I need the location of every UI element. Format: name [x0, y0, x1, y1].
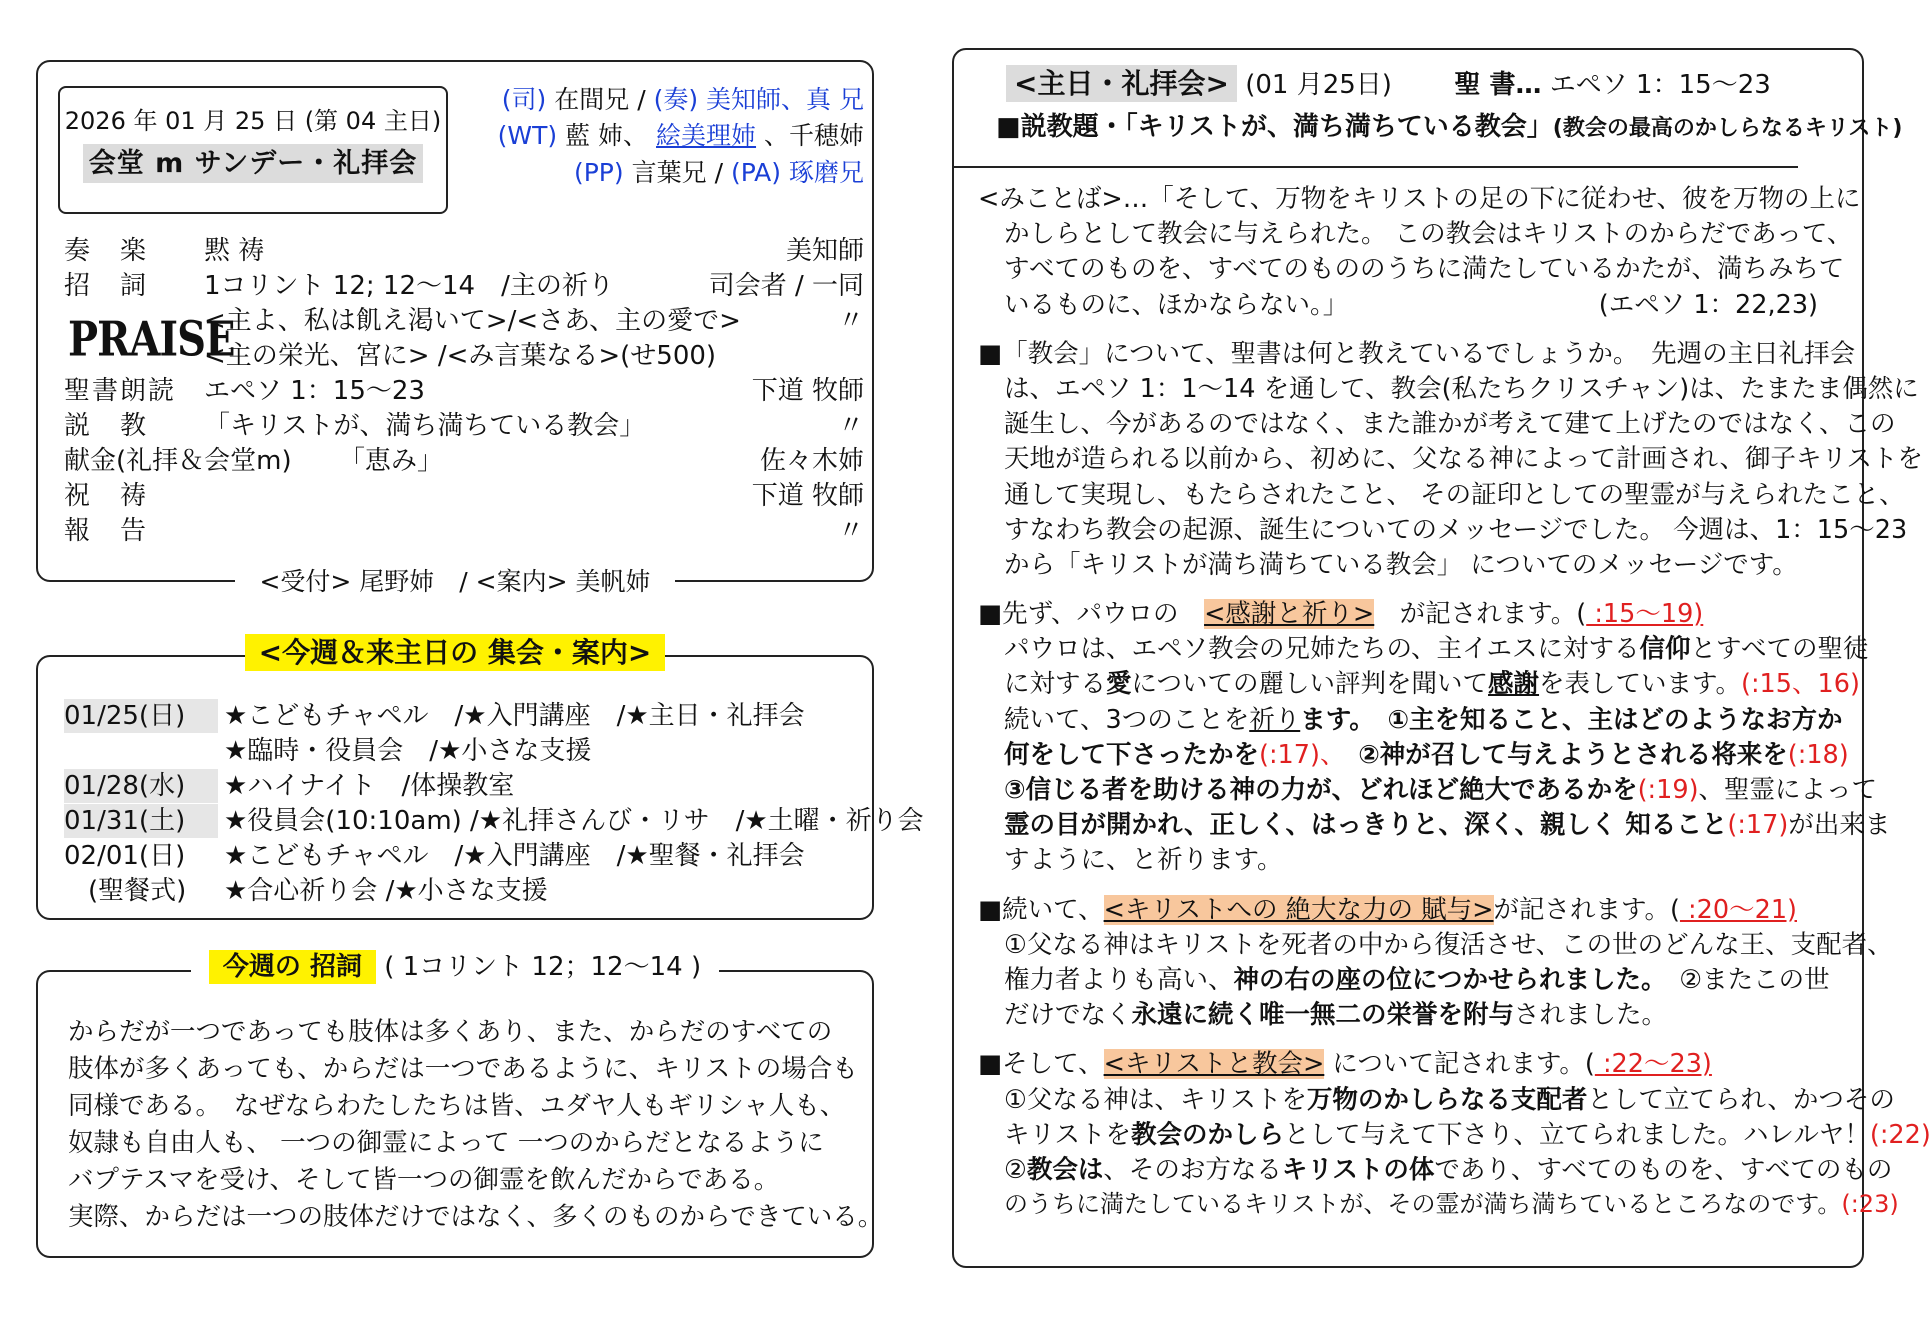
event-row: 01/28(水) ★ハイナイト /体操教室	[64, 769, 864, 804]
order-row: 招 詞 1コリント 12; 12〜14 /主の祈り 司会者 / 一同	[64, 271, 864, 301]
paragraph-power: ■続いて、<キリストへの 絶大な力の 賦与>が記されます。( :20〜21) ①父なる神はキリストを死者の中から復活させ、この世のどんな王、支配者、 権力者よりも高い、神の右の座の位につかせられました。 ②またこの世 だけでなく永遠に続く唯一無二の栄誉を附与されました。	[978, 894, 1893, 1031]
order-row: 献金(礼拝＆会堂m) 「恵み」 佐々木姉	[64, 446, 864, 476]
sermon-header: <主日・礼拝会> (01 月25日) 聖 書… エペソ 1：15〜23	[1006, 66, 1771, 103]
paragraph-intro: ■「教会」について、聖書は何と教えているでしょうか。 先週の主日礼拝会 は、エペソ 1：1〜14 を通して、教会(私たちクリスチャン)は、たまたま偶然に 誕生し、今があるのではなく、また誰かが考えて建て上げたのではなく、この 天地が造られる以前から、初めに、父なる神によって計画され、御子キリストを 通して実現し、もたらされたこと、 その証印としての聖霊が与えられたこと、 すなわち教会の起源、誕生についてのメッセージでした。 今週は、1：15〜23 から「キリストが満ち満ちている教会」 についてのメッセージです。	[978, 338, 1924, 580]
order-row: 報 告 〃	[64, 516, 864, 546]
event-row: (聖餐式) ★合心祈り会 /★小さな支援	[88, 876, 548, 906]
call-title: 今週の 招詞 ( 1コリント 12；12〜14 )	[38, 950, 872, 984]
order-row: 祝 祷 下道 牧師	[64, 481, 864, 511]
reception-line: <受付> 尾野姉 / <案内> 美帆姉	[38, 565, 872, 598]
call-to-worship-box	[36, 952, 884, 1258]
staff-line-2: (WT) 藍 姉、 絵美理姉 、千穂姉	[497, 121, 864, 151]
sermon-box	[952, 48, 1931, 1268]
order-row: <主よ、私は飢え渇いて>/<さあ、主の愛で> 〃	[204, 306, 864, 336]
scripture-quote: <みことば>…「そして、万物をキリストの足の下に従わせ、彼を万物の上に かしらとして教会に与えられた。 この教会はキリストのからだであって、 すべてのものを、すべてのもののうちに満たしているかたが、満ちみちて いるものに、ほかならない。」 (エペソ 1：22,23)	[978, 184, 1861, 320]
praise-logo: PRAISE	[68, 311, 235, 368]
paragraph-thanks-prayer: ■先ず、パウロの <感謝と祈り> が記されます。( :15〜19) パウロは、エペソ教会の兄姉たちの、主イエスに対する信仰とすべての聖徒 に対する愛についての麗しい評判を聞いて感謝を表しています。(:15、16) 続いて、3つのことを祈ります。 ①主を知ること、主はどのようなお方か 何をして下さったかを(:17)、 ②神が召して与えようとされる将来を(:18) ③信じる者を助ける神の力が、どれほど絶大であるかを(:19)、聖霊によって 霊の目が開かれ、正しく、はっきりと、深く、親しく 知ること(:17)が出来ま すように、と祈ります。	[978, 599, 1891, 876]
sermon-body	[978, 182, 1931, 1235]
events-box	[36, 636, 924, 920]
staff-list	[474, 82, 864, 191]
service-name: 会堂 m サンデー・礼拝会	[83, 144, 424, 184]
service-date: 2026 年 01 月 25 日 (第 04 主日)	[64, 107, 442, 135]
event-row: 01/25(日) ★こどもチャペル /★入門講座 /★主日・礼拝会	[64, 699, 864, 734]
order-row: 聖書朗読 エペソ 1：15〜23 下道 牧師	[64, 376, 864, 406]
service-order-box	[36, 60, 874, 596]
event-row: 01/31(土) ★役員会(10:10am) /★礼拝さんび・リサ /★土曜・祈り会	[64, 804, 864, 839]
call-text: からだが一つであっても肢体は多くあり、また、からだのすべての 肢体が多くあっても、からだは一つであるように、キリストの場合も 同様である。 なぜならわたしたちは皆、ユダヤ人もギリシャ人も、 奴隷も自由人も、 一つの御霊によって 一つのからだとなるように バプテスマを受け、そして皆一つの御霊を飲んだからである。 実際、からだは一つの肢体だけではなく、多くのものからできている。	[68, 1017, 884, 1232]
staff-line-3: (PP) 言葉兄 / (PA) 琢磨兄	[573, 157, 864, 187]
sermon-title: ■説教題・「キリストが、満ち満ちている教会」(教会の最高のかしらなるキリスト)	[996, 112, 1903, 142]
order-row: <主の栄光、宮に> /<み言葉なる>(せ500)	[204, 341, 717, 371]
event-row: ★臨時・役員会 /★小さな支援	[224, 736, 592, 766]
staff-line-1: (司) 在間兄 / (奏) 美知師、真 兄	[501, 85, 864, 114]
divider	[952, 166, 1798, 168]
event-row: 02/01(日) ★こどもチャペル /★入門講座 /★聖餐・礼拝会	[64, 841, 805, 871]
order-of-service	[64, 234, 864, 549]
events-title: <今週＆来主日の 集会・案内>	[38, 635, 872, 672]
events-list	[64, 699, 924, 909]
order-row: 説 教 「キリストが、満ち満ちている教会」 〃	[64, 411, 864, 441]
date-box	[58, 86, 448, 214]
order-row: 奏 楽 黙 祷 美知師	[64, 236, 864, 266]
paragraph-church: ■そして、<キリストと教会> について記されます。( :22〜23) ①父なる神は、キリストを万物のかしらなる支配者として立てられ、かつその キリストを教会のかしらとして与えて下さり、立てられました。ハレルヤ！(:22) ②教会は、そのお方なるキリストの体であり、すべてのものを、すべてのもの のうちに満たしているキリストが、その霊が満ち満ちているところなのです。(:23)	[978, 1049, 1931, 1219]
